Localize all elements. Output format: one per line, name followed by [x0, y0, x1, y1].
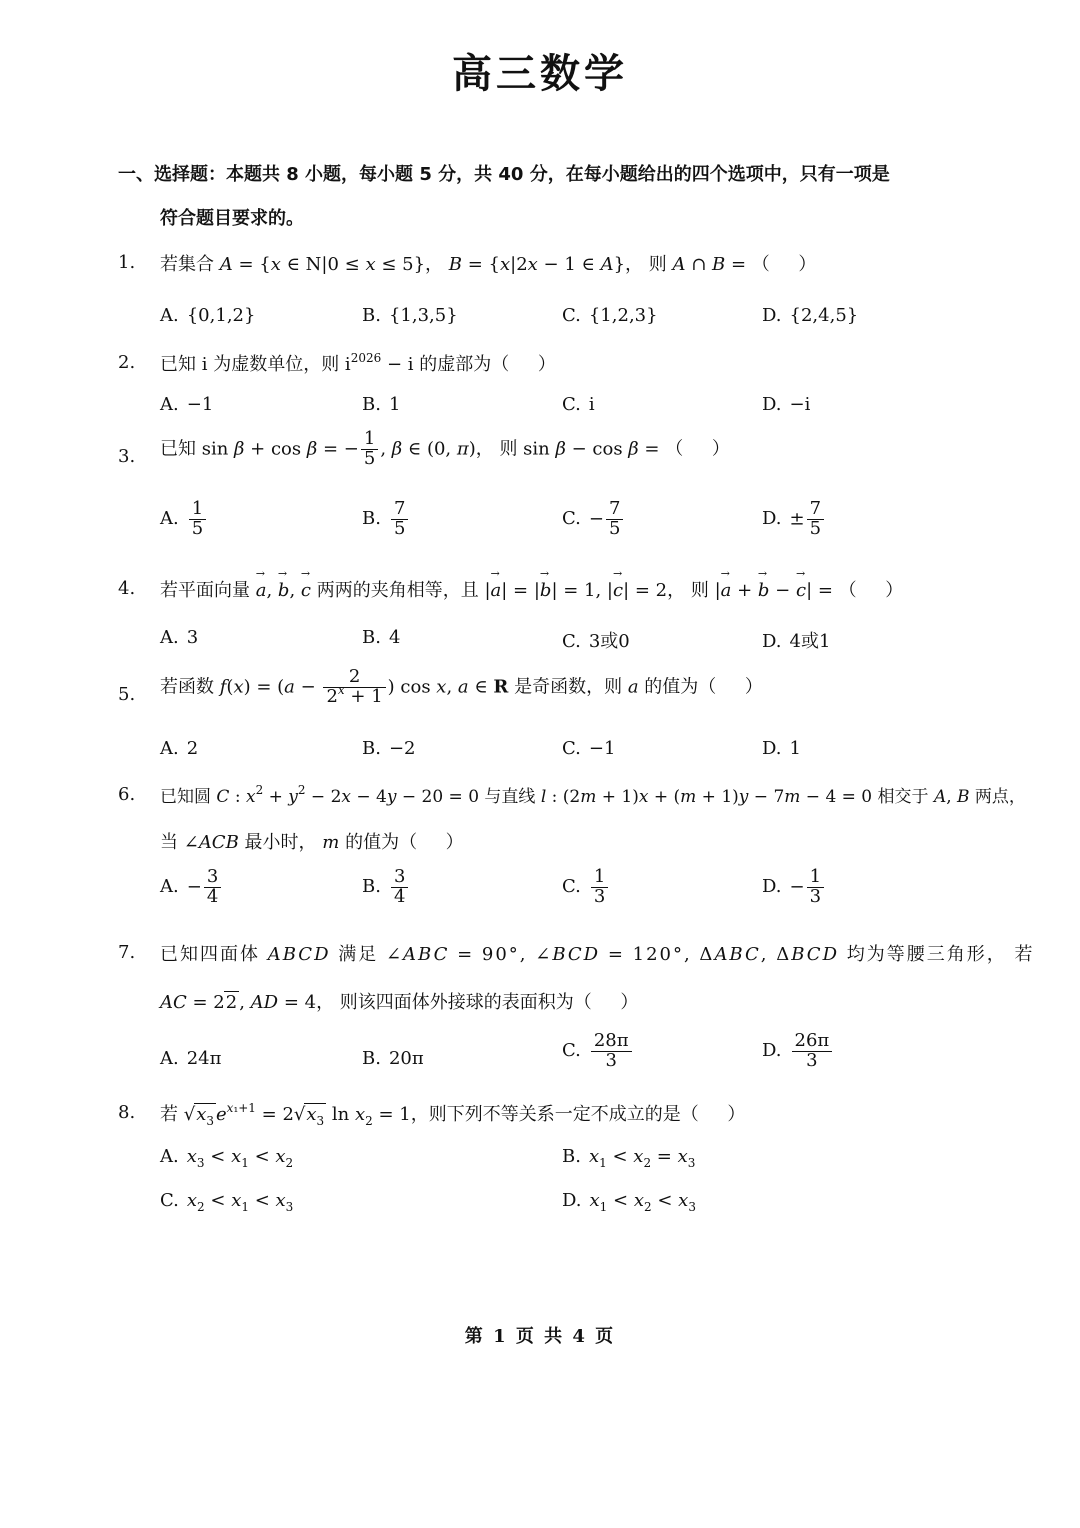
- question-number: 5.: [118, 684, 136, 705]
- page-title: 高三数学: [452, 51, 628, 97]
- option-b[interactable]: B. 4: [362, 627, 401, 648]
- question-number: 7.: [118, 942, 136, 963]
- option-c[interactable]: C. $\frac{1}{3}$: [562, 868, 610, 907]
- option-a[interactable]: A. 24π: [160, 1048, 222, 1069]
- question-7-stem-cont: AC = 22 , AD = 4， 则该四面体外接球的表面积为（ ）: [160, 992, 639, 1013]
- question-7-stem: 已知四面体 ABCD 满足 ∠ABC = 90°, ∠BCD = 120°, ΔABC, ΔBCD 均为等腰三角形， 若: [160, 944, 1035, 965]
- question-number: 8.: [118, 1102, 136, 1123]
- option-a[interactable]: A. − $\frac{3}{4}$: [160, 868, 223, 907]
- option-a[interactable]: A. $\frac{1}{5}$: [160, 500, 208, 539]
- question-number: 3.: [118, 446, 136, 467]
- option-c[interactable]: C. 3或0: [562, 631, 630, 652]
- option-c[interactable]: C. $\frac{28\pi}{3}$: [562, 1032, 634, 1071]
- section-heading: 一、选择题：本题共 8 小题，每小题 5 分，共 40 分，在每小题给出的四个选项中，只有一项是: [118, 164, 890, 185]
- section-heading-cont: 符合题目要求的。: [160, 208, 304, 229]
- option-d[interactable]: D. $\frac{26\pi}{3}$: [762, 1032, 834, 1071]
- question-6-stem-cont: 当 ∠ACB 最小时， m 的值为（ ）: [160, 832, 464, 853]
- option-c[interactable]: C. i: [562, 394, 595, 415]
- option-a[interactable]: A. 2: [160, 738, 199, 759]
- question-number: 6.: [118, 784, 136, 805]
- option-d[interactable]: D. 4或1: [762, 631, 831, 652]
- option-a[interactable]: A. −1: [160, 394, 214, 415]
- option-b[interactable]: B. 1: [362, 394, 401, 415]
- option-d[interactable]: D. ± $\frac{7}{5}$: [762, 500, 826, 539]
- option-a[interactable]: A. 3: [160, 627, 199, 648]
- page-footer: 第 1 页 共 4 页: [464, 1326, 616, 1347]
- option-b[interactable]: B. $x_1 < x_2 = x_3$: [562, 1146, 696, 1170]
- question-1-stem: 若集合 A = {x ∈ N|0 ≤ x ≤ 5}， B = {x|2x − 1 ∈ A}， 则 A ∩ B = （ ）: [160, 254, 817, 275]
- option-a[interactable]: A. {0,1,2}: [160, 305, 256, 326]
- option-c[interactable]: C. {1,2,3}: [562, 305, 658, 326]
- question-6-stem: 已知圆 C : $x^2 + y^2 - 2x - 4y - 20 = 0$ 与直线 l : (2m + 1)x + (m + 1)y − 7m − 4 = 0 相交于 A, B 两点，: [160, 783, 1026, 807]
- question-number: 1.: [118, 252, 136, 273]
- option-d[interactable]: D. −i: [762, 394, 811, 415]
- question-number: 2.: [118, 352, 136, 373]
- option-b[interactable]: B. $\frac{3}{4}$: [362, 868, 410, 907]
- option-c[interactable]: C. $x_2 < x_1 < x_3$: [160, 1190, 294, 1214]
- option-d[interactable]: D. $x_1 < x_2 < x_3$: [562, 1190, 696, 1214]
- option-d[interactable]: D. {2,4,5}: [762, 305, 859, 326]
- option-c[interactable]: C. −1: [562, 738, 616, 759]
- option-b[interactable]: B. $\frac{7}{5}$: [362, 500, 410, 539]
- option-b[interactable]: B. {1,3,5}: [362, 305, 458, 326]
- question-2-stem: 已知 i 为虚数单位，则 $i^{2026} - i$ 的虚部为（ ）: [160, 351, 556, 375]
- option-d[interactable]: D. 1: [762, 738, 801, 759]
- question-5-stem: 若函数 f(x) = (a − $\frac{2}{2^x + 1}$ ) cos x, a ∈ R 是奇函数，则 a 的值为（ ）: [160, 666, 763, 707]
- option-c[interactable]: C. − $\frac{7}{5}$: [562, 500, 625, 539]
- option-b[interactable]: B. 20π: [362, 1048, 424, 1069]
- option-a[interactable]: A. $x_3 < x_1 < x_2$: [160, 1146, 294, 1170]
- question-4-stem: 若平面向量 → a, → b, → c 两两的夹角相等，且 |→ a| = |→ b| = 1, |→ c| = 2， 则 |→ a + → b − → c| = （ ）: [160, 576, 903, 602]
- question-3-stem: 已知 sin β + cos β = − $\frac{1}{5}$ , β ∈ (0, π)， 则 sin β − cos β = （ ）: [160, 428, 730, 469]
- option-d[interactable]: D. − $\frac{1}{3}$: [762, 868, 826, 907]
- option-b[interactable]: B. −2: [362, 738, 416, 759]
- question-number: 4.: [118, 578, 136, 599]
- question-8-stem: 若 $√x_3$ $e^{x_1+1} = 2√x_3$ $\ln x_2 = 1$，则下列不等关系一定不成立的是（ ）: [160, 1101, 746, 1128]
